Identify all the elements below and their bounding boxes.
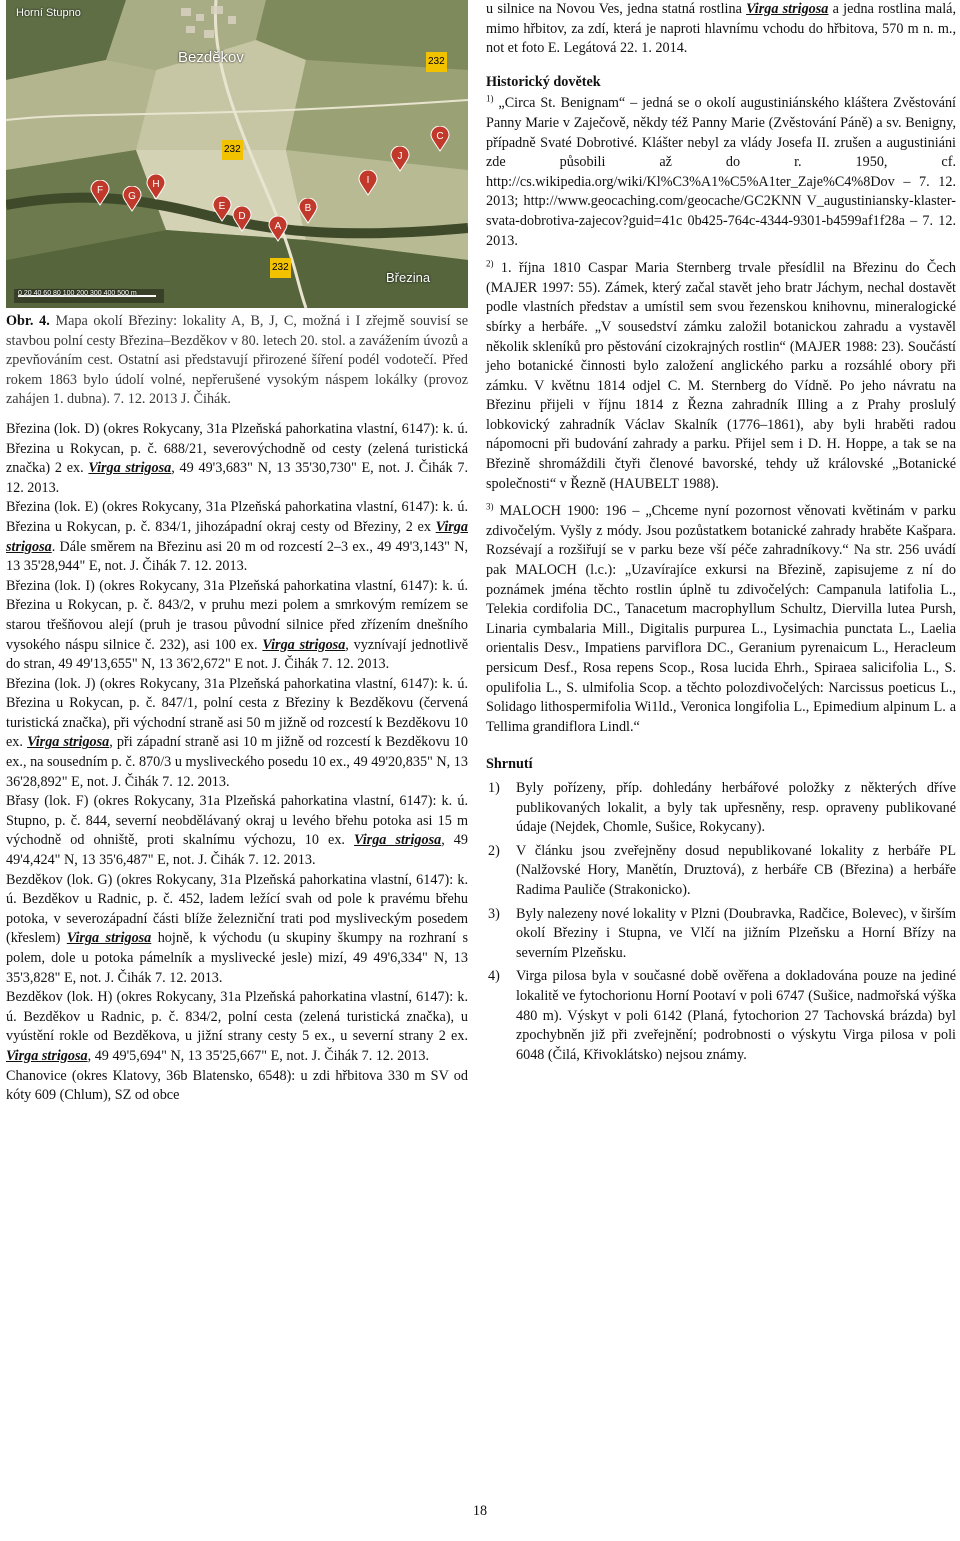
locality-marker[interactable]	[146, 174, 166, 200]
road-number-badge: 232	[270, 258, 291, 278]
map-pin-icon	[122, 186, 142, 212]
entry-text: , 49 49'4,424" N, 13 35'6,487" E, not. J. Čihák 7. 12. 2013.	[6, 832, 468, 869]
marker-letter: I	[366, 175, 370, 186]
summary-item-number: 1)	[488, 779, 500, 796]
marker-letter: F	[96, 185, 104, 196]
locality-entry	[6, 1067, 468, 1106]
species-name: Virga strigosa	[262, 636, 346, 653]
entry-text: a jedna rostlina malá, mimo hřbitov, za zdí, která je naproti hlavnímu vchodu do hřbitova, 570 m n. m., not et foto E. Legátová 22. 1. 2014.	[486, 1, 957, 57]
locality-entry	[6, 498, 468, 576]
entry-text: Chanovice (okres Klatovy, 36b Blatensko, 6548): u zdi hřbitova 330 m SV od kóty 609 (Chlum), SZ od obce	[6, 1067, 468, 1104]
footnote-text: „Circa St. Benignam“ – jedná se o okolí augustiniánského kláštera Zvěstování Panny Marie v Zaječově, někdy též Panny Marie (Zvěstování Páně) a sv. Benigny, případně Svaté Dobrotivé. Klášter nebyl za vlády Josefa II. zrušen a augustiniáni zde působili až do r. 1950, cf. http://cs.wikipedia.org/wiki/Kl%C3%A1%C5%A1ter_Zaje%C4%8Dov – 7. 12. 2013; http://www.geocaching.com/geocache/GC2KNN V_augustiniansky-klaster-svata-dobrotiva-zajecov?guid=41c 0b425-764c-4344-9301-b4599af1f28a – 7. 12. 2013.	[486, 95, 956, 249]
aerial-map	[6, 0, 468, 308]
summary-item-number: 2)	[488, 842, 500, 859]
footnote	[486, 259, 956, 494]
entry-text: Břasy (lok. F) (okres Rokycany, 31a Plzeňská pahorkatina vlastní, 6147): k. ú. Stupno, p. č. 844, severní neobdělávaný okraj u levého břehu potoka asi 15 m východně od ohniště, proti skalnímu výchozu, 10 ex.	[6, 793, 468, 849]
map-pin-icon	[268, 216, 288, 242]
locality-entry	[6, 420, 468, 498]
map-place-label: Bezděkov	[178, 49, 244, 66]
locality-entry	[6, 871, 468, 989]
map-pin-icon	[212, 196, 232, 222]
figure-caption	[6, 312, 468, 410]
summary-item-text: Byly pořízeny, příp. dohledány herbářové položky z některých dříve publikovaných lokalit, a byly tak upřesněny, resp. opraveny publikované údaje (Nejdek, Chomle, Sušice, Rokycany).	[516, 779, 956, 836]
species-name: Virga strigosa	[6, 518, 468, 555]
locality-marker[interactable]	[212, 196, 232, 222]
species-name: Virga strigosa	[746, 1, 829, 17]
locality-entry	[6, 577, 468, 675]
locality-marker[interactable]	[298, 198, 318, 224]
marker-letter: A	[274, 221, 282, 232]
map-pin-icon	[390, 146, 410, 172]
map-place-label: Horní Stupno	[16, 7, 81, 19]
right-column	[486, 0, 956, 1069]
figure-caption-text: Mapa okolí Březiny: lokality A, B, J, C, možná i I zřejmě souvisí se stavbou polní cesty Březina–Bezděkov v 80. letech 20. stol. a zavážením úvozů a zpevňováním cest. Ostatní asi představují přirozené šíření podél vodotečí. Před rokem 1863 bylo údolí volné, nepřerušené vysokým náspem lokálky (provoz zahájen 1. dubna). 7. 12. 2013 J. Čihák.	[6, 313, 468, 408]
figure-label: Obr. 4.	[6, 313, 50, 329]
species-name: Virga strigosa	[354, 832, 442, 849]
summary-list	[486, 779, 956, 1065]
summary-heading: Shrnutí	[486, 756, 533, 773]
locality-entry	[6, 675, 468, 793]
locality-marker[interactable]	[232, 206, 252, 232]
map-pin-icon	[358, 170, 378, 196]
marker-letter: B	[304, 203, 312, 214]
historical-heading: Historický dovětek	[486, 73, 601, 90]
locality-entry-continued	[486, 0, 956, 59]
marker-letter: D	[238, 211, 246, 222]
locality-marker[interactable]	[430, 126, 450, 152]
entry-text: u silnice na Novou Ves, jedna statná rostlina	[486, 1, 747, 17]
road-number-badge: 232	[426, 52, 447, 72]
species-name: Virga strigosa	[88, 460, 172, 477]
summary-item	[486, 967, 956, 1065]
marker-letter: G	[128, 191, 136, 202]
locality-entry	[6, 988, 468, 1066]
entry-text: , 49 49'3,683" N, 13 35'30,730" E, not. J. Čihák 7. 12. 2013.	[6, 460, 468, 496]
locality-marker[interactable]	[90, 180, 110, 206]
entry-text: , vyznívají jednotlivě do stran, 49 49'13,655" N, 13 36'2,672" E not. J. Čihák 7. 12. 2013.	[6, 636, 469, 673]
footnote-text: 1. října 1810 Caspar Maria Sternberg trvale přesídlil na Březinu do Čech (MAJER 1997: 55). Zámek, který začal stavět jeho bratr Jáchym, nechal dostavět podle vlastních představ a umístil sem svou řezenskou knihovnu, mineralogické sbírky a herbáře. „V sousedství zámku založil botanickou zahradu a vystavěl několik skleníků pro pěstování cizokrajných rostlin“ (MAJER 1988: 23). Součástí jeho botanické činnosti bylo založení anglického parku a rozsáhlé obory při zámku. V květnu 1814 odjel C. M. Sternberg do Vídně. Po jeho návratu na Březinu přijeli v říjnu 1814 z Řezna zahradník Illing a z Prahy proslulý lobkovický zahradník Václav Skalník (1776–1861), aby byli hraběti radou nápomocni při budování zahrady a parku. Přijel sem i D. H. Hoppe, a tak se na Březině shromáždili čtyři členové bavorské, tehdy už královské „Botanické společnosti“ v Řezně (HAUBELT 1988).	[486, 260, 956, 492]
map-pin-icon	[90, 180, 110, 206]
entry-text: Březina (lok. I) (okres Rokycany, 31a Plzeňská pahorkatina vlastní, 6147): k. ú. Březina u Rokycan, p. č. 843/2, v pruhu mezi polem a smrkovým remízem se starou třešňovou alejí (pruh je trasou původní silnice před zřízením dnešního vysokého náspu silnice č. 232), asi 100 ex.	[6, 577, 468, 653]
map-place-label: Březina	[386, 270, 431, 285]
locality-marker[interactable]	[268, 216, 288, 242]
summary-item	[486, 779, 956, 838]
summary-item-text: V článku jsou zveřejněny dosud nepublikované lokality z herbáře PL (Nalžovské Hory, Manětín, Druztová), z herbáře CB (Březina) a herbáře Radima Pauliče (Strakonicko).	[516, 842, 956, 898]
left-column	[6, 0, 468, 1106]
entry-text: hojně, k východu (u skupiny škumpy na rozhraní s polem, dole u potoka pámelník a myslivecké jesle) mizí, 49 49'6,334" N, 13 35'3,828" E, not. J. Čihák 7. 12. 2013.	[6, 930, 468, 986]
summary-item	[486, 905, 956, 964]
entry-text: . Dále směrem na Březinu asi 20 m od rozcestí 2–3 ex., 49 49'3,143" N, 13 35'28,944" E, not. J. Čihák 7. 12. 2013.	[6, 538, 468, 575]
map-pin-icon	[146, 174, 166, 200]
entry-text: Bezděkov (lok. H) (okres Rokycany, 31a Plzeňská pahorkatina vlastní, 6147): k. ú. Bezděkov u Radnic, p. č. 834/2, polní cesta (zelená turistická značka), u vyústění rokle od Bezděkova, u jižní strany cesty 5 ex., u severní strany 2 ex.	[6, 989, 468, 1045]
locality-marker[interactable]	[122, 186, 142, 212]
locality-list	[6, 420, 468, 1106]
entry-text: Březina (lok. D) (okres Rokycany, 31a Plzeňská pahorkatina vlastní, 6147): k. ú. Březina u Rokycan, p. č. 688/21, severovýchodně od cesty (zelená turistická značka) 2 ex.	[6, 420, 468, 477]
species-name: Virga strigosa	[66, 930, 152, 947]
map-pin-icon	[298, 198, 318, 224]
locality-entry	[6, 792, 468, 870]
entry-text: Březina (lok. E) (okres Rokycany, 31a Plzeňská pahorkatina vlastní, 6147): k. ú. Březina u Rokycan, p. č. 834/1, jihozápadní okraj cesty od Březiny, 2 ex	[6, 499, 468, 535]
map-pin-icon	[430, 126, 450, 152]
footnote-text: MALOCH 1900: 196 – „Chceme nyní pozornost věnovati květinám v parku zdivočelým. Vyšly z módy. Jsou pozůstatkem botanické zahrady hraběte Kašpara. Rozsévají a rozšiřují se v parku beze vší péče zahradníkovy.“ Na str. 256 uvádí pak MALOCH (l.c.): „Uzavírajíce exkursi na Březině, zapisujeme z ní do poznámek jména těchto rostlin úplně tu zdivočelých: Campanula latifolia L., Telekia cordifolia DC., Tanacetum macrophyllum Schultz, Diervilla lutea Pursh, Linaria cymbalaria Mill., Digitalis purpurea L., Lysimachia punctata L., Laelia orientalis Desv., Impatiens parviflora DC., Geranium pyrenaicum L., Heracleum persicum Desf., Rosa repens Scop., Rosa lucida Ehrh., Spiraea salicifolia L., S. opulifolia L., S. ulmifolia Scop. a těchto polozdivočelých: Narcissus poeticus L., Solidago lithospermifolia Wi1ld., Veronica longifolia L., Epimedium alpinum L. a Tellima grandiflora Lindl.“	[486, 503, 956, 735]
marker-letter: H	[152, 179, 160, 190]
marker-letter: J	[397, 151, 403, 162]
entry-text: , při západní straně asi 10 m jižně od rozcestí k Bezděkovu 10 ex., na sousedním p. č. 870/3 u mysliveckého posedu 10 ex., 49 49'20,835" N, 13 36'28,892" E, not. J. Čihák 7. 12. 2013.	[6, 734, 468, 790]
summary-item-number: 4)	[488, 968, 500, 985]
marker-letter: E	[218, 201, 226, 212]
species-name: Virga strigosa	[6, 1047, 88, 1064]
marker-letter: C	[436, 131, 444, 142]
footnote	[486, 94, 956, 251]
map-scale-bar: 0 20 40 60 80 100 200 300 400 500 m	[18, 290, 137, 297]
species-name: Virga strigosa	[27, 734, 110, 751]
footnote-marker: 2)	[486, 258, 494, 269]
summary-item	[486, 842, 956, 901]
footnote-marker: 3)	[486, 501, 494, 512]
locality-marker[interactable]	[358, 170, 378, 196]
footnote-marker: 1)	[486, 93, 494, 104]
entry-text: Březina (lok. J) (okres Rokycany, 31a Plzeňská pahorkatina vlastní, 6147): k. ú. Březina u Rokycan, p. č. 847/1, polní cesta z Březiny k Bezděkovu (červená turistická značka), při východní straně asi 50 m jižně od rozcestí k Bezděkovu 10 ex.	[6, 675, 468, 751]
road-number-badge: 232	[222, 140, 243, 160]
map-pin-icon	[232, 206, 252, 232]
entry-text: , 49 49'5,694" N, 13 35'25,667" E, not. J. Čihák 7. 12. 2013.	[87, 1047, 430, 1064]
footnote	[486, 502, 956, 737]
summary-item-text: Virga pilosa byla v současné době ověřena a dokladována pouze na jediné lokalitě ve fytochorionu Horní Pootaví v poli 6747 (Sušice, nadmořská výška 480 m). Výskyt v poli 6142 (Planá, fytochorion 27 Tachovská brázda) byl zpochybněn již při zveřejnění; podrobnosti o výskytu Virga pilosa v poli 6048 (Čilá, Křivoklátsko) nejsou známy.	[516, 968, 956, 1063]
locality-marker[interactable]	[390, 146, 410, 172]
summary-item-number: 3)	[488, 905, 500, 922]
page-number: 18	[472, 1503, 488, 1519]
entry-text: Bezděkov (lok. G) (okres Rokycany, 31a Plzeňská pahorkatina vlastní, 6147): k. ú. Bezděkov u Radnic, p. č. 452, ladem ležící svah od pole k pravému břehu potoka, v severozápadní části blíže železniční trati pod mysliveckým posedem (křeslem)	[6, 871, 468, 947]
summary-item-text: Byly nalezeny nové lokality v Plzni (Doubravka, Radčice, Bolevec), v širším okolí Březiny i Stupna, ve Vlčí na jižním Plzeňsku a Horní Břízy na severním Plzeňsku.	[516, 905, 956, 961]
